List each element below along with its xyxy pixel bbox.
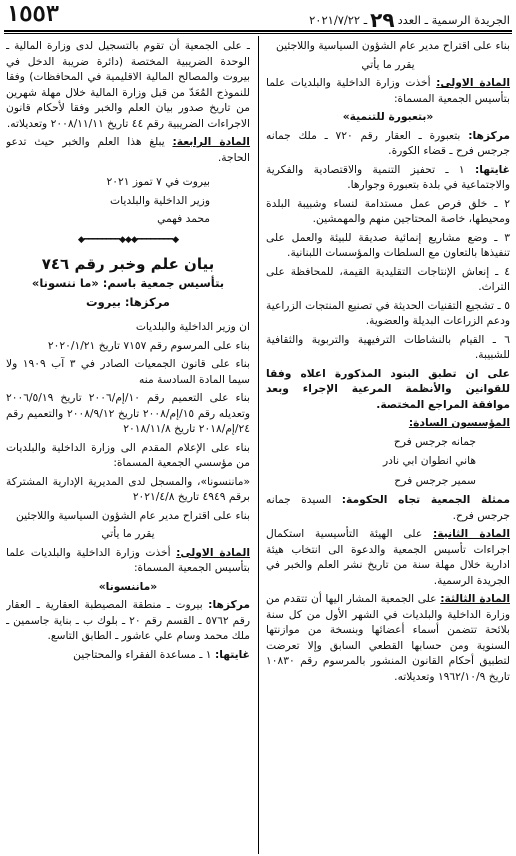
header-rule: [4, 30, 512, 32]
gazette-title-text: الجريدة الرسمية ـ العدد: [397, 13, 510, 27]
founder-name: هاني انطوان ابي نادر: [382, 454, 476, 467]
article-label: المادة الرابعة:: [172, 135, 250, 148]
hq-label: مركزها:: [468, 128, 510, 142]
goal-text: ١ ـ مساعدة الفقراء والمحتاجين: [73, 647, 212, 661]
decides-heading: يقرر ما يأتي: [101, 527, 155, 540]
page-number: ١٥٥٣: [6, 2, 59, 27]
article-text: على الهيئة التأسيسية استكمال اجراءات تأسيس الجمعية والدعوة الى انتخاب هيئة ادارية خلال مهلة سنة من تاريخ نشر العلم والخبر في الجريدة الرسمية.: [266, 527, 510, 587]
header-rule-thin: [4, 33, 512, 34]
page-header: [4, 2, 512, 32]
goal-item: ٣ ـ وضع مشاريع إنمائية صديقة للبيئة والعمل على تنفيذها بالتعاون مع السلطات والمؤسسات اللبنانية.: [266, 230, 510, 259]
minister-line: ان وزير الداخلية والبلديات: [135, 320, 250, 333]
article-label: المادة الثالثة:: [440, 592, 510, 605]
goals-label: غايتها:: [474, 162, 510, 176]
headquarters: [6, 597, 250, 644]
article-label: المادة الاولى:: [176, 545, 250, 559]
founder-name: جمانه جرجس فرح: [393, 434, 476, 448]
hq-label: مركزها:: [208, 598, 250, 611]
headquarters: [266, 128, 510, 159]
issue-date: ـ ٢٠٢١/٧/٢٢: [309, 13, 368, 27]
article-3: [266, 591, 510, 684]
issue-number: ٢٩: [370, 8, 395, 32]
article-text: أخذت وزارة الداخلية والبلديات علما بتأسيس الجمعية المسماة:: [266, 76, 510, 105]
right-column: [266, 38, 510, 687]
article-2: [266, 526, 510, 588]
goal-item: ٤ ـ إنعاش الإنتاجات التقليدية القيمة، للمحافظة على التراث.: [266, 264, 510, 293]
article-1: [266, 75, 510, 106]
hq-text: بتعبورة ـ العقار رقم ٧٢٠ ـ ملك جمانه جرجس فرح ـ قضاء الكورة.: [266, 128, 510, 157]
association-name: «بتعبورة للتنمية»: [342, 110, 434, 123]
notice-headquarters: مركزها: بيروت: [86, 294, 170, 309]
condition-paragraph: على ان تطبق البنود المذكورة اعلاه وفقا للقوانين والأنظمة المرعية الإجراء وبعد موافقة المراجع المختصة.: [266, 366, 510, 411]
legal-basis: بناء على قانون الجمعيات الصادر في ٣ آب ١٩٠٩ ولا سيما المادة السادسة منه: [6, 357, 250, 386]
signature-date: بيروت في ٧ تموز ٢٠٢١: [106, 175, 210, 188]
hq-text: بيروت ـ منطقة المصيطبة العقارية ـ العقار رقم ٥٧٦٢ ـ القسم رقم ٢٠ ـ بلوك ب ـ بناية جاسمين ـ ملك محمد وسام علي عاشور ـ الطابق التاسع.: [6, 598, 250, 642]
article-4: [6, 134, 250, 165]
paragraph: بناء على اقتراح مدير عام الشؤون السياسية واللاجئين: [275, 39, 510, 52]
section-ornament: ◆━━━━━━━━◆◆◆━━━━━━━━◆: [77, 234, 179, 245]
signature-title: وزير الداخلية والبلديات: [110, 193, 210, 207]
left-column: [6, 38, 250, 665]
notice-subtitle: بتأسيس جمعية باسم: «ما ننسونا»: [31, 276, 225, 290]
goals-label: غايتها:: [214, 647, 250, 661]
article-text: على الجمعية المشار اليها أن تتقدم من وزارة الداخلية والبلديات في الشهر الأول من كل سنة بلائحة تتضمن أسماء أعضائها وبنسخة من موازنتها السنوية ومن حسابها القطعي السابق وإلا تعرضت لتطبيق أحكام القانون المنشور بالمرسوم رقم ١٠٨٣٠ تاريخ ١٩٦٢/١٠/٩ وتعديلاته.: [266, 592, 510, 683]
legal-basis: بناء على اقتراح مدير عام الشؤون السياسية واللاجئين: [15, 508, 250, 522]
article-1: [6, 545, 250, 576]
goal-item: [266, 162, 510, 193]
gazette-title: [309, 8, 510, 32]
decides-heading: يقرر ما يأتي: [361, 57, 415, 71]
legal-basis: بناء على التعميم رقم ١٠/إم/٢٠٠٦ تاريخ ٢٠٠٦/٥/١٩ وتعديله رقم ١٥/إم/٢٠٠٨ تاريخ ٢٠٠٨/٩/١٢ والتعميم رقم ٢٤/إم/٢٠١٨ تاريخ ٢٠١٨/١١/٨: [6, 391, 250, 435]
founders-label: المؤسسون السادة:: [408, 416, 510, 429]
representative: [266, 492, 510, 523]
founder-name: سمير جرجس فرح: [394, 473, 476, 487]
goal-item: [6, 647, 250, 663]
rep-label: ممثلة الجمعية تجاه الحكومة:: [341, 493, 510, 506]
legal-basis: بناء على المرسوم رقم ٧١٥٧ تاريخ ٢٠٢٠/١/٢١: [47, 338, 250, 352]
article-label: المادة الثانية:: [433, 527, 510, 540]
notice-title: بيان علم وخبر رقم ٧٤٦: [41, 255, 215, 273]
article-label: المادة الاولى:: [436, 76, 510, 89]
goal-item: ٢ ـ خلق فرص عمل مستدامة لنساء وشبيبة البلدة ومحيطها، خاصة المحتاجين منهم والمهمشين.: [266, 196, 510, 225]
column-divider: [258, 36, 259, 854]
signature-name: محمد فهمي: [157, 212, 210, 225]
association-name: «ماننسونا»: [98, 579, 158, 593]
goal-text: ١ ـ تحفيز التنمية والاقتصادية والفكرية والاجتماعية في بلدة بتعبورة وجوارها.: [266, 162, 510, 191]
paragraph: ـ على الجمعية أن تقوم بالتسجيل لدى وزارة المالية ـ الوحدة الضريبية المختصة (دائرة ضريبة الدخل في بيروت والمصالح المالية الاقليمية في المحافظات) وفقا للنموذج المُعَدّ من قبل وزارة المالية خلال مهلة شهرين من تاريخ صدور بيان العلم والخبر وفقا لأحكام قانون الاجراءات الضريبية رقم ٤٤ تاريخ ٢٠٠٨/١١/١١ وتعديلاته.: [6, 39, 250, 130]
legal-basis: «ماننسونا»، والمسجل لدى المديرية الإدارية المشتركة برقم ٤٩٤٩ تاريخ ٢٠٢١/٤/٨: [6, 474, 250, 503]
article-text: أخذت وزارة الداخلية والبلديات علما بتأسيس الجمعية المسماة:: [6, 545, 250, 574]
goal-item: ٦ ـ القيام بالنشاطات الترفيهية والتربوية والثقافية للشبيبة.: [266, 332, 510, 361]
legal-basis: بناء على الإعلام المقدم الى وزارة الداخلية والبلديات من مؤسسي الجمعية المسماة:: [6, 440, 250, 469]
goal-item: ٥ ـ تشجيع التقنيات الحديثة في تصنيع المنتجات الزراعية ودعم الزراعات البديلة والعضوية.: [266, 298, 510, 327]
article-text: يبلغ هذا العلم والخبر حيث تدعو الحاجة.: [6, 135, 250, 164]
rep-text: السيدة جمانه جرجس فرح.: [266, 493, 510, 522]
